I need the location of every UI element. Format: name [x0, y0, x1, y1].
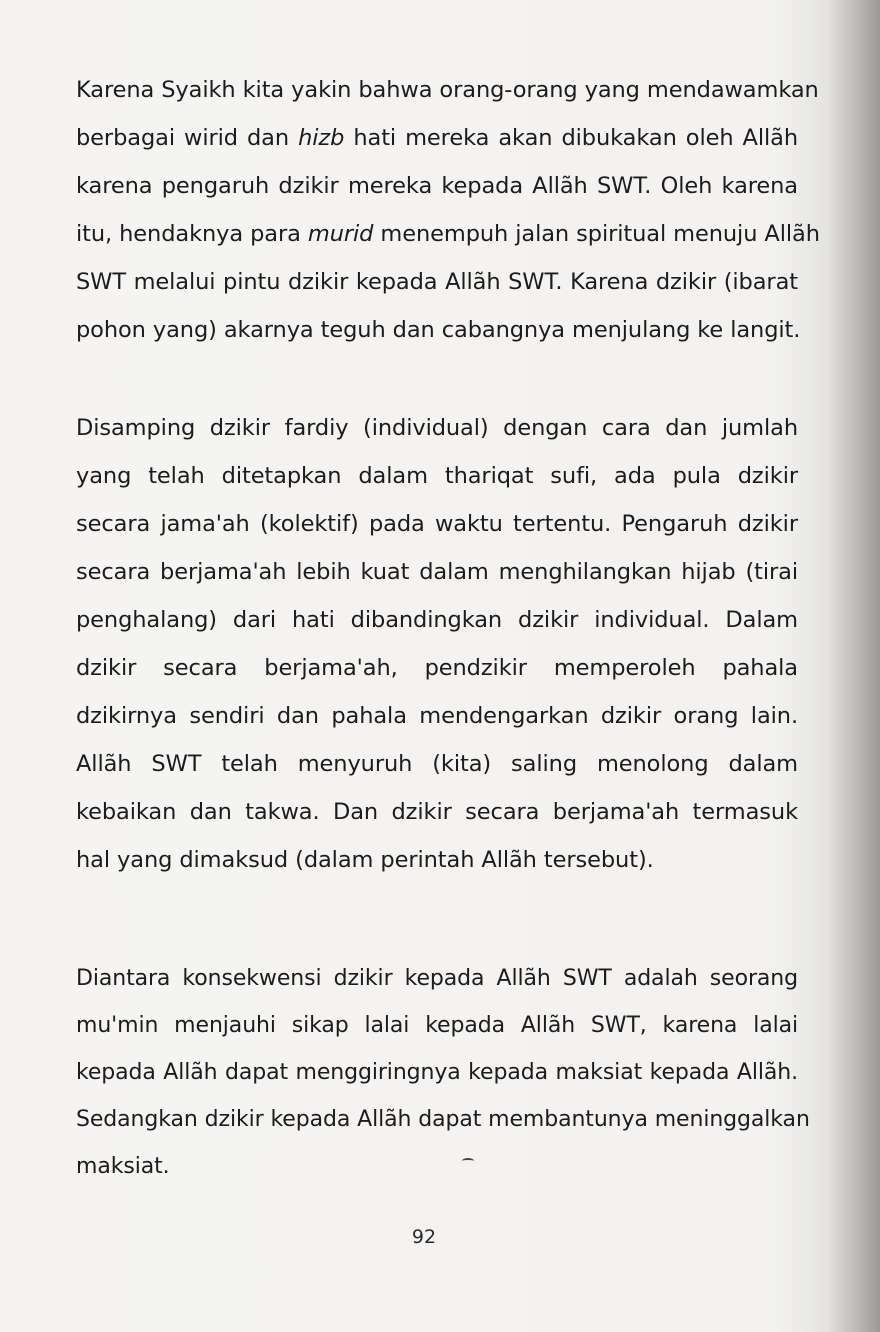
text-run: menempuh jalan spiritual menuju Allãh: [373, 221, 820, 247]
paragraph-line: penghalang) dari hati dibandingkan dzikir individual. Dalam: [76, 607, 798, 633]
paragraph-line: kepada Allãh dapat menggiringnya kepada maksiat kepada Allãh.: [76, 1060, 798, 1085]
paragraph-line: hal yang dimaksud (dalam perintah Allãh tersebut).: [76, 847, 654, 873]
paragraph-line: mu'min menjauhi sikap lalai kepada Allãh SWT, karena lalai: [76, 1013, 798, 1038]
paragraph-line: yang telah ditetapkan dalam thariqat sufi, ada pula dzikir: [76, 463, 798, 489]
paragraph-2: [76, 404, 798, 884]
italic-term-hizb: hizb: [298, 125, 345, 151]
paragraph-line: Disamping dzikir fardiy (individual) dengan cara dan jumlah: [76, 415, 798, 441]
paragraph-line: maksiat.: [76, 1154, 170, 1179]
paragraph-line: SWT melalui pintu dzikir kepada Allãh SWT. Karena dzikir (ibarat: [76, 269, 798, 295]
text-run: berbagai wirid dan: [76, 125, 299, 151]
text-run: hati mereka akan dibukakan oleh Allãh: [344, 125, 798, 151]
paragraph-line: Karena Syaikh kita yakin bahwa orang-orang yang mendawamkan: [76, 77, 819, 103]
paragraph-line: pohon yang) akarnya teguh dan cabangnya menjulang ke langit.: [76, 317, 801, 343]
paragraph-line: dzikir secara berjama'ah, pendzikir memperoleh pahala: [76, 655, 798, 681]
paragraph-line: [76, 210, 820, 258]
paragraph-line: secara jama'ah (kolektif) pada waktu tertentu. Pengaruh dzikir: [76, 511, 798, 537]
paragraph-1: [76, 66, 820, 354]
paragraph-line: kebaikan dan takwa. Dan dzikir secara berjama'ah termasuk: [76, 799, 798, 825]
text-run: itu, hendaknya para: [76, 221, 308, 247]
paragraph-line: Sedangkan dzikir kepada Allãh dapat membantunya meninggalkan: [76, 1107, 810, 1132]
ink-speck: [462, 1158, 474, 1164]
paragraph-line: [76, 114, 798, 162]
paragraph-line: Diantara konsekwensi dzikir kepada Allãh SWT adalah seorang: [76, 966, 798, 991]
italic-term-murid: murid: [307, 221, 374, 247]
paragraph-line: dzikirnya sendiri dan pahala mendengarkan dzikir orang lain.: [76, 703, 798, 729]
paragraph-line: Allãh SWT telah menyuruh (kita) saling menolong dalam: [76, 751, 798, 777]
page-number: 92: [411, 1226, 437, 1248]
paragraph-3: [76, 955, 810, 1190]
paragraph-line: karena pengaruh dzikir mereka kepada Allãh SWT. Oleh karena: [76, 173, 798, 199]
paragraph-line: secara berjama'ah lebih kuat dalam menghilangkan hijab (tirai: [76, 559, 798, 585]
